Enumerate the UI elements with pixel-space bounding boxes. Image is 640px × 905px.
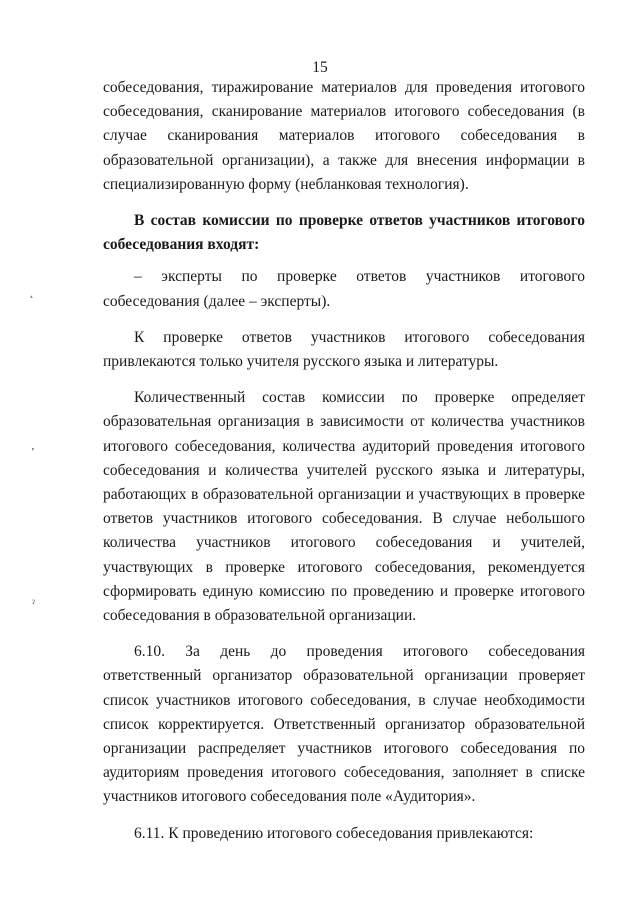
scan-mark: ˀ [32, 598, 35, 610]
paragraph-continuation: собеседования, тиражирование материалов для проведения итогового собеседования, сканирование материалов итогового собеседования (в случае сканирования материалов итогового собеседования в образовательной организации), а также для внесения информации в специализированную форму (небланковая технология). [103, 79, 585, 193]
list-item-experts [103, 265, 585, 289]
list-word: по [241, 268, 258, 286]
list-word: итогового [519, 268, 585, 286]
list-word: проверке [277, 268, 337, 286]
list-dash: – [134, 268, 142, 286]
scan-mark: ʼ [31, 446, 35, 458]
list-word: ответов [356, 268, 407, 286]
paragraph-commission-size: Количественный состав комиссии по проверке определяет образовательная организация в зависимости от количества участников итогового собеседования, количества аудиторий проведения итогового собеседования и количества учителей русского языка и литературы, работающих в образовательной организации и участвующих в проверке ответов участников итогового собеседования. В случае небольшого количества участников итогового собеседования и учителей, участвующих в проверке итогового собеседования, рекомендуется сформировать единую комиссию по проведению и проверке итогового собеседования в образовательной организации. [103, 389, 585, 625]
paragraph-commission-heading: В состав комиссии по проверке ответов участников итогового собеседования входят: [103, 212, 585, 254]
page-content [103, 76, 585, 846]
paragraph-6-10: 6.10. За день до проведения итогового собеседования ответственный организатор образовательной организации проверяет список участников итогового собеседования, в случае необходимости список корректируется. Ответственный организатор образовательной организации распределяет участников итогового собеседования по аудиториям проведения итогового собеседования, заполняет в списке участников итогового собеседования поле «Аудитория». [103, 643, 585, 806]
list-word: эксперты [161, 268, 222, 286]
list-item-experts-continuation: собеседования (далее – эксперты). [103, 292, 331, 310]
list-word: участников [425, 268, 501, 286]
scan-mark: ˛ [30, 287, 34, 299]
page-number: 15 [312, 59, 328, 76]
paragraph-teachers: К проверке ответов участников итогового собеседования привлекаются только учителя русского языка и литературы. [103, 328, 585, 371]
paragraph-6-11: 6.11. К проведению итогового собеседования привлекаются: [134, 824, 534, 842]
